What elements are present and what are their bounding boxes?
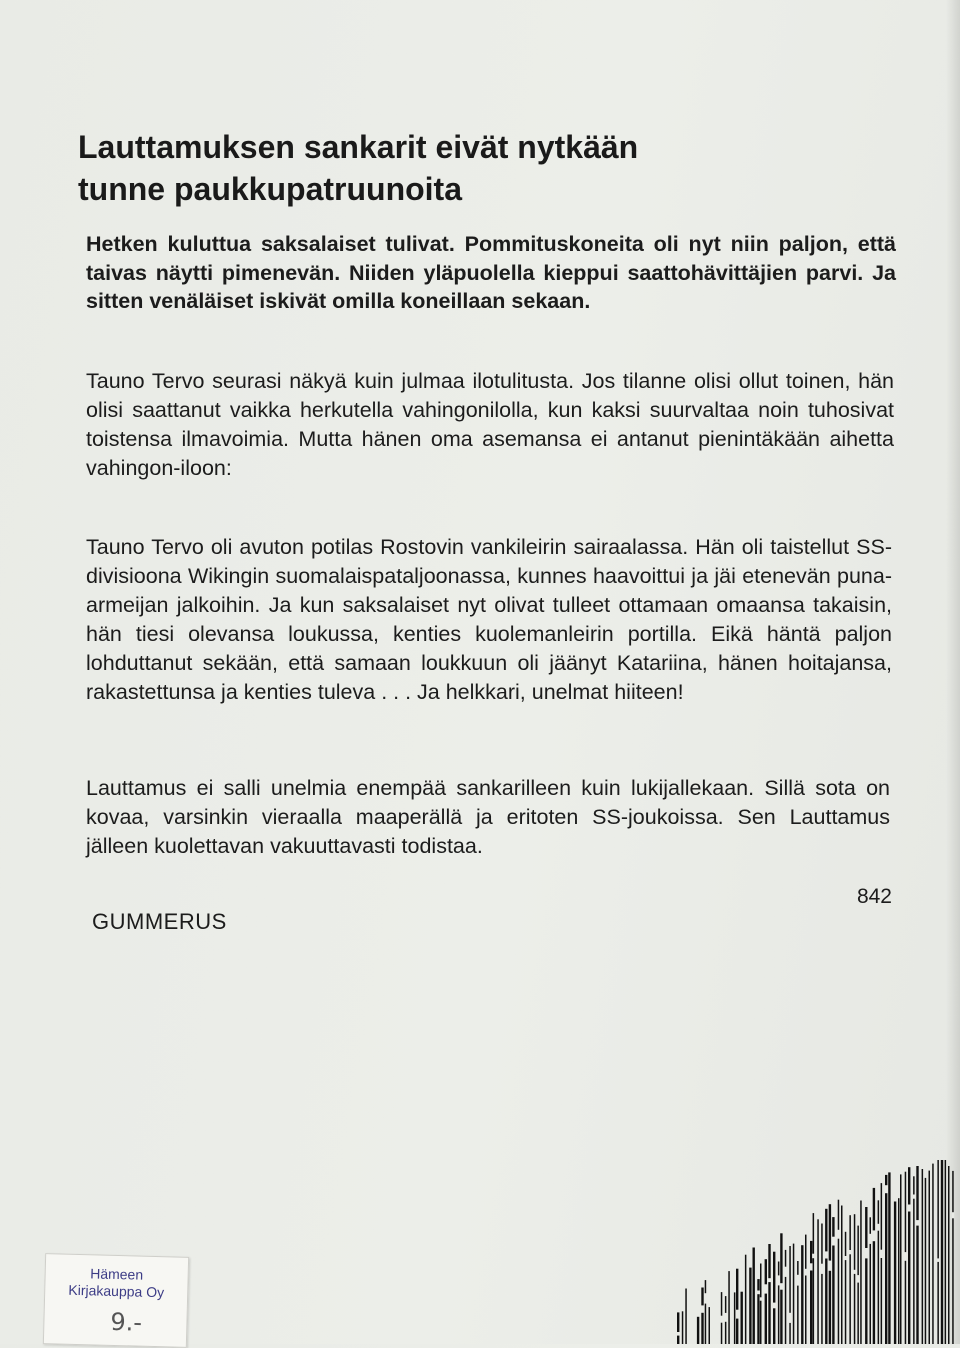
decorative-stripe	[817, 1219, 819, 1344]
decorative-stripe	[857, 1226, 859, 1344]
decorative-stripe	[734, 1292, 736, 1344]
decorative-stripe	[728, 1271, 730, 1344]
decorative-stripe	[881, 1183, 883, 1344]
decorative-stripe-gap	[736, 1310, 739, 1319]
decorative-stripe-gap	[937, 1258, 940, 1262]
decorative-stripe-gap	[773, 1303, 776, 1309]
decorative-stripe	[825, 1209, 827, 1344]
decorative-stripe	[898, 1198, 900, 1344]
publisher-name: GUMMERUS	[92, 909, 227, 934]
decorative-stripe	[801, 1245, 803, 1344]
decorative-stripe-gap	[832, 1237, 835, 1246]
decorative-stripe	[797, 1261, 799, 1344]
decorative-stripe	[697, 1317, 699, 1344]
decorative-stripe	[709, 1307, 711, 1344]
decorative-stripe-gap	[869, 1234, 872, 1244]
decorative-stripe-gap	[701, 1305, 704, 1312]
decorative-stripe	[685, 1289, 687, 1345]
headline-line-2: tunne paukkupatruunoita	[78, 171, 462, 207]
decorative-stripe	[854, 1214, 856, 1344]
decorative-stripe	[749, 1268, 751, 1344]
sticker-price: 9.-	[110, 1307, 143, 1337]
decorative-stripe	[913, 1176, 915, 1344]
decorative-stripe	[821, 1224, 823, 1345]
decorative-stripe-gap	[885, 1185, 888, 1193]
decorative-stripe	[813, 1213, 815, 1344]
decorative-stripe	[888, 1172, 890, 1344]
decorative-stripe-gap	[908, 1205, 911, 1212]
decorative-stripe	[768, 1244, 770, 1344]
sticker-store-line-1: Hämeen	[90, 1265, 144, 1283]
decorative-stripe	[677, 1312, 679, 1344]
decorative-stripe-gap	[828, 1261, 831, 1271]
decorative-stripe	[941, 1160, 943, 1344]
decorative-stripe	[745, 1255, 747, 1344]
decorative-stripe	[937, 1160, 939, 1344]
decorative-stripe	[773, 1252, 775, 1344]
book-number: 842	[856, 885, 892, 908]
decorative-stripe	[789, 1246, 791, 1344]
decorative-stripe	[849, 1215, 851, 1344]
decorative-stripe	[885, 1175, 887, 1344]
decorative-stripe	[838, 1200, 840, 1344]
decorative-stripe	[760, 1264, 762, 1345]
decorative-stripe	[860, 1201, 862, 1345]
decorative-stripe-gap	[880, 1250, 883, 1258]
decorative-stripe-gap	[916, 1220, 919, 1226]
decorative-stripe-graphic	[668, 1160, 960, 1344]
decorative-stripe-gap	[677, 1332, 680, 1336]
headline-line-1: Lauttamuksen sankarit eivät nytkään	[78, 129, 639, 165]
decorative-stripe	[929, 1171, 931, 1344]
decorative-stripe	[948, 1166, 950, 1344]
decorative-stripe-gap	[825, 1251, 828, 1258]
decorative-stripe	[925, 1178, 927, 1344]
decorative-stripe	[810, 1241, 812, 1344]
decorative-stripe	[845, 1232, 847, 1344]
decorative-stripe	[736, 1269, 738, 1344]
decorative-stripe-gap	[764, 1284, 767, 1293]
decorative-stripe-gap	[724, 1313, 727, 1322]
body-paragraph-4: Lauttamus ei salli unelmia enempää sankarilleen kuin lukijallekaan. Sillä sota on kovaa, varsinkin vieraalla maaperällä ja eritoten SS-joukoissa. Sen Lauttamus jälleen kuolettavan vakuuttavasti todistaa.	[86, 776, 890, 858]
decorative-stripe	[705, 1280, 707, 1344]
decorative-stripe-gap	[704, 1293, 707, 1303]
decorative-stripe-gap	[821, 1264, 824, 1274]
decorative-stripe	[945, 1160, 947, 1344]
decorative-stripe-gap	[849, 1250, 852, 1254]
decorative-stripe-gap	[877, 1224, 880, 1231]
decorative-stripe-gap	[853, 1270, 856, 1274]
decorative-stripe-gap	[952, 1212, 955, 1218]
decorative-stripe	[793, 1244, 795, 1344]
decorative-stripe	[805, 1235, 807, 1344]
decorative-stripe	[765, 1259, 767, 1344]
decorative-stripe-gap	[789, 1313, 792, 1323]
decorative-stripe	[753, 1248, 755, 1345]
decorative-stripe	[701, 1288, 703, 1345]
decorative-stripe-gap	[904, 1252, 907, 1261]
page-edge-shadow	[946, 0, 960, 1344]
decorative-stripe-gap	[837, 1230, 840, 1239]
decorative-stripe-gap	[805, 1269, 808, 1276]
decorative-stripe	[908, 1167, 910, 1344]
decorative-stripe	[841, 1206, 843, 1345]
lead-paragraph: Hetken kuluttua saksalaiset tulivat. Pommituskoneita oli nyt niin paljon, että taivas näytti pimenevän. Niiden yläpuolella kieppui saattohävittäjien parvi. Ja sitten venäläiset iskivät omilla koneillaan sekaan.	[86, 232, 896, 313]
decorative-stripe	[682, 1311, 684, 1344]
body-paragraph-2: Tauno Tervo seurasi näkyä kuin julmaa ilotulitusta. Jos tilanne olisi ollut toinen, hän olisi saattanut vaikka herkutella vahingonilolla, kun kaksi suurvaltaa noin tuhosivat toistensa ilmavoimia. Mutta hänen oma asemansa ei antanut pienintäkään aihetta vahingon-iloon:	[86, 369, 894, 480]
decorative-stripe	[778, 1262, 780, 1345]
decorative-stripe-gap	[757, 1291, 760, 1295]
decorative-stripe-gap	[784, 1267, 787, 1277]
decorative-stripe-gap	[780, 1283, 783, 1290]
body-paragraph-3: Tauno Tervo oli avuton potilas Rostovin vankileirin sairaalassa. Hän oli taistellut SS-divisioona Wikingin suomalaispataljoonassa, kunnes haavoittui ja jäi etenevän puna-armeijan jalkoihin. Ja kun saksalaiset nyt olivat tulleet ottamaan omaansa takaisin, hän tiesi olevansa loukussa, kenties kuolemanleirin portilla. Eikä häntä paljon lohduttanut sekään, että samaan loukkuun oli jäänyt Katariina, hänen hoitajansa, rakastettunsa ja kenties tuleva . . . Ja helkkari, unelmat hiiteen!	[86, 535, 892, 704]
decorative-stripe-gap	[760, 1297, 763, 1300]
decorative-stripe	[865, 1207, 867, 1344]
price-sticker	[43, 1253, 189, 1348]
decorative-stripe	[878, 1200, 880, 1344]
decorative-stripe-gap	[797, 1275, 800, 1286]
decorative-stripe	[873, 1188, 875, 1344]
decorative-stripe-gap	[768, 1278, 771, 1282]
decorative-stripe	[922, 1169, 924, 1344]
decorative-stripe-gap	[777, 1275, 780, 1285]
decorative-stripe	[900, 1174, 902, 1344]
decorative-stripe-gap	[812, 1254, 815, 1259]
decorative-stripe-gap	[913, 1195, 916, 1199]
decorative-stripe-gap	[865, 1248, 868, 1258]
decorative-stripe-gap	[872, 1230, 875, 1241]
decorative-stripe	[741, 1292, 743, 1344]
decorative-stripe	[932, 1164, 934, 1344]
sticker-store-line-2: Kirjakauppa Oy	[68, 1281, 165, 1301]
headline	[78, 126, 778, 210]
decorative-stripe-gap	[844, 1256, 847, 1260]
decorative-stripe	[757, 1279, 759, 1344]
decorative-stripe-gap	[857, 1275, 860, 1283]
decorative-stripe	[829, 1204, 831, 1344]
decorative-stripe	[952, 1171, 954, 1344]
decorative-stripe	[785, 1250, 787, 1344]
decorative-stripe-gap	[720, 1316, 723, 1323]
decorative-stripe	[916, 1166, 918, 1344]
decorative-stripe	[894, 1202, 896, 1345]
decorative-stripe	[832, 1217, 834, 1344]
decorative-stripe-gap	[810, 1263, 813, 1270]
